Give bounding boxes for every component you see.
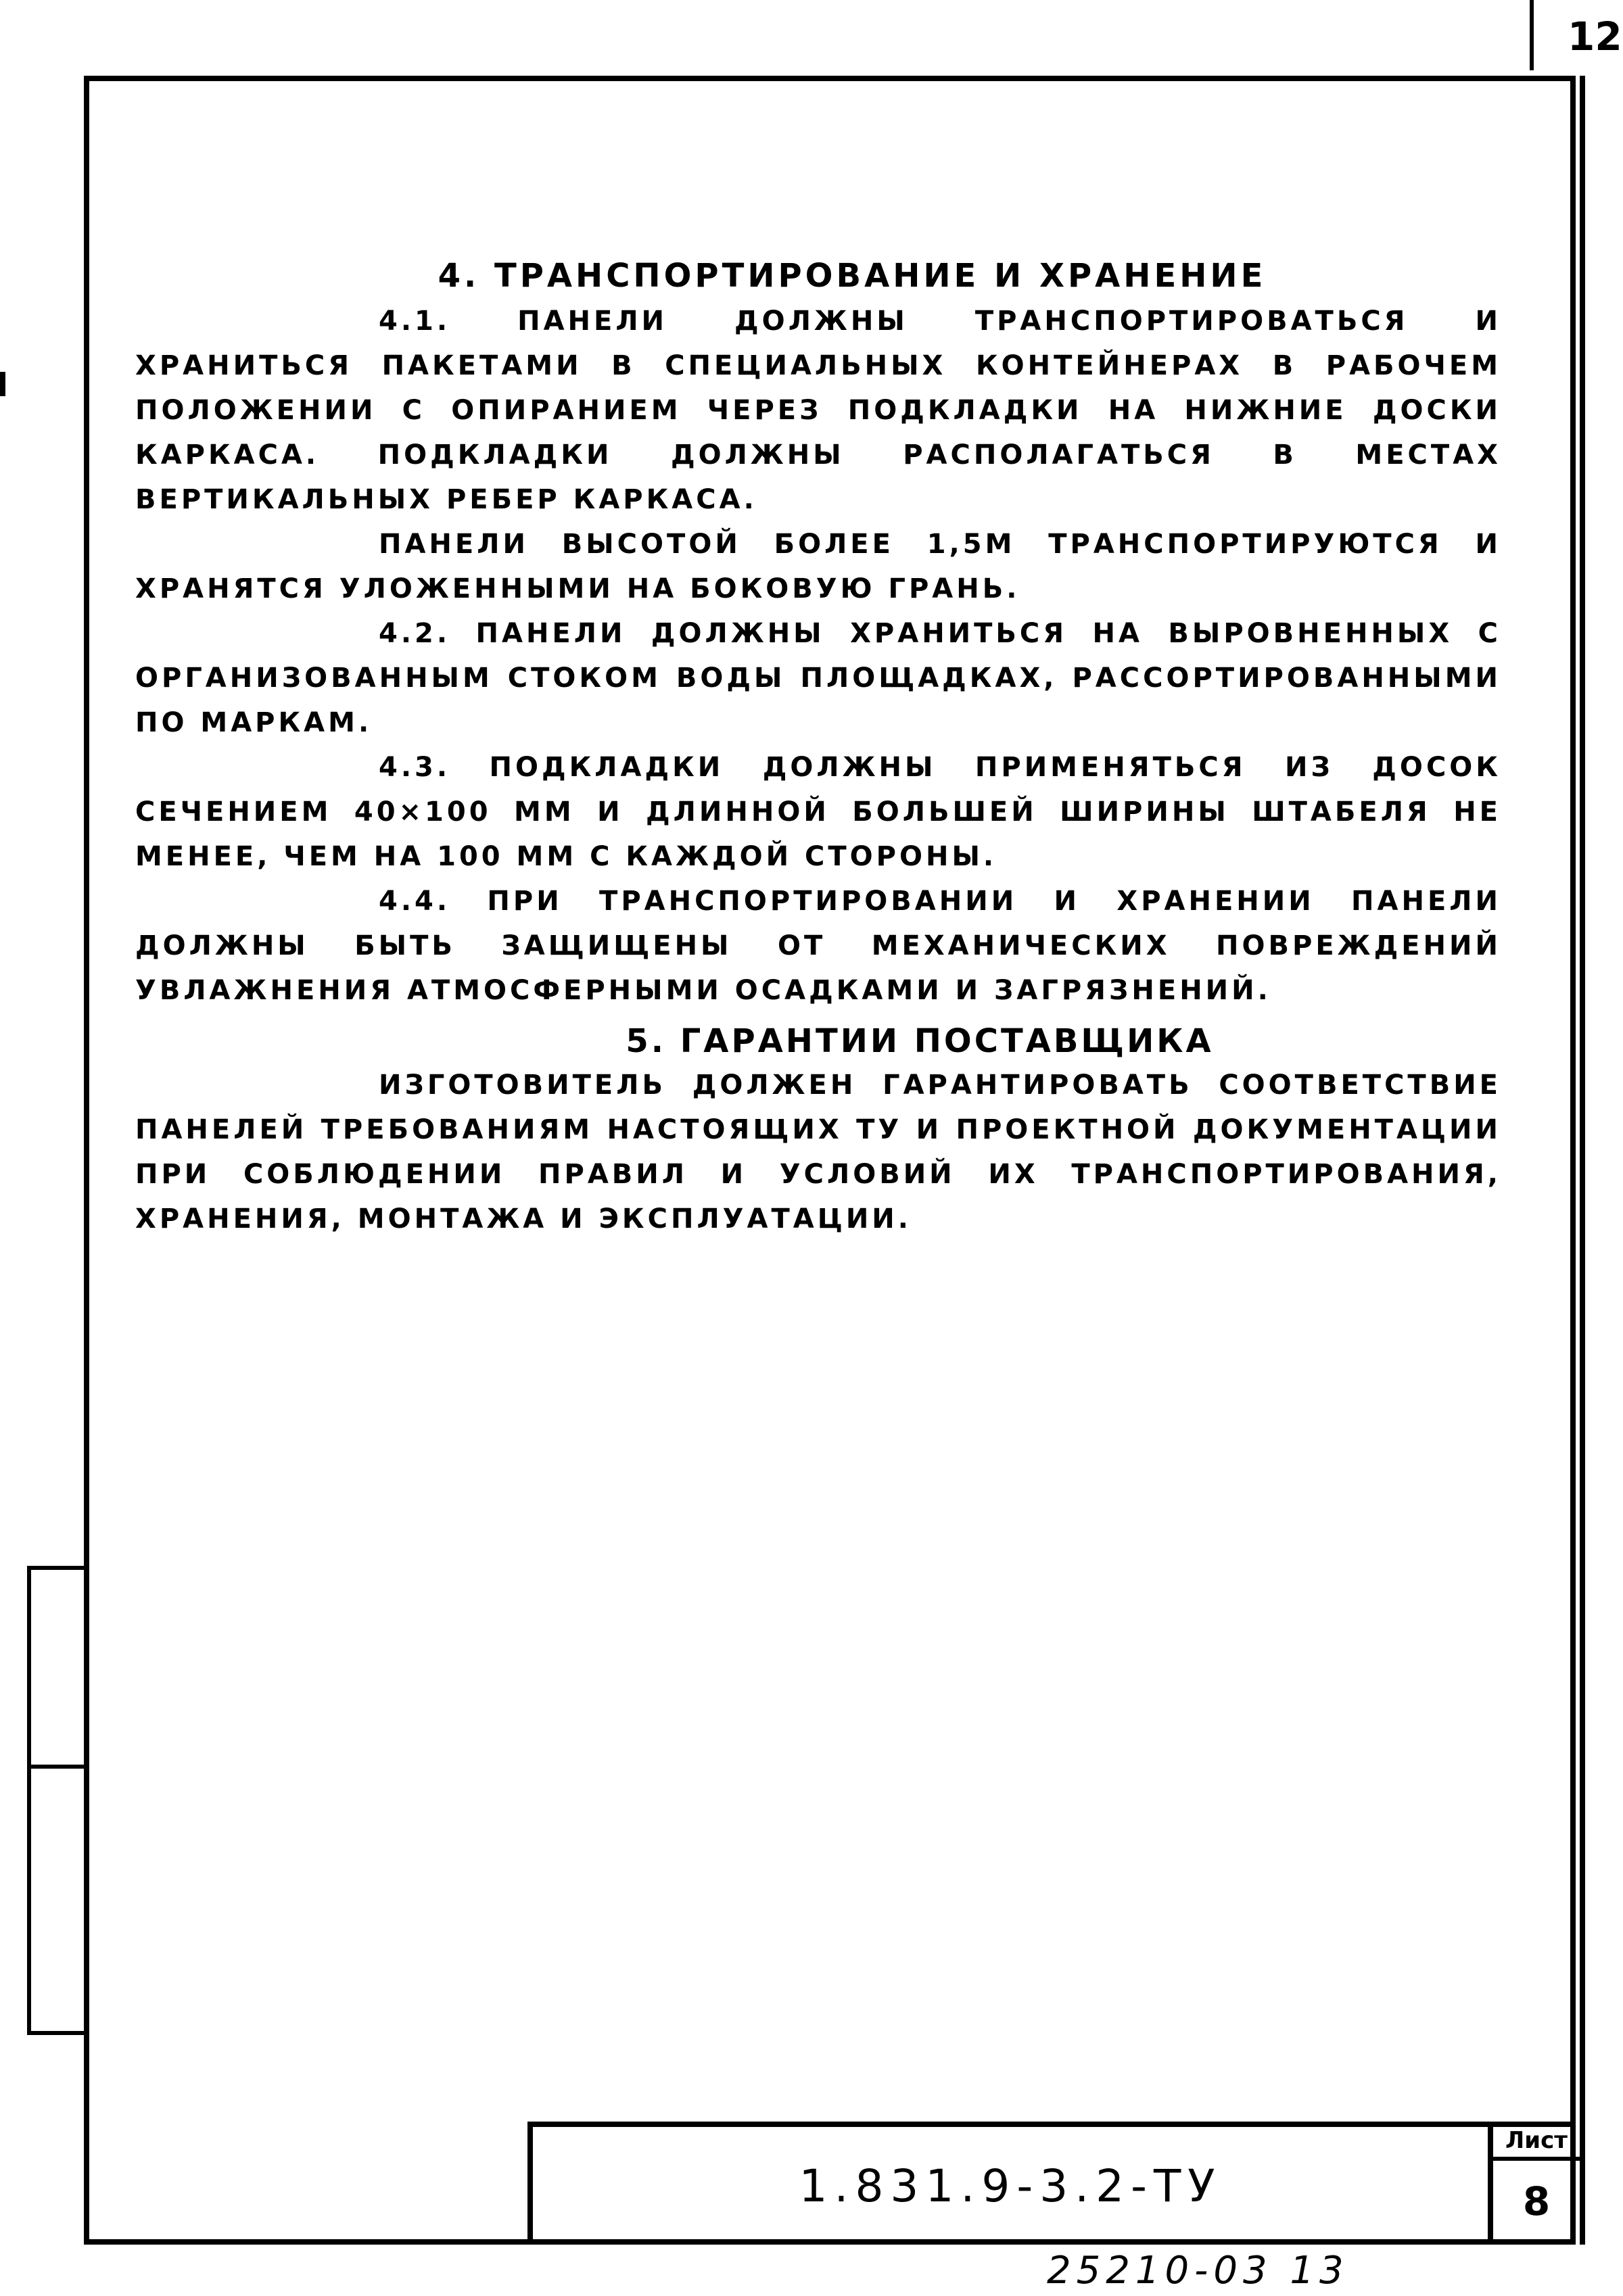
paragraph: 4.3. ПОДКЛАДКИ ДОЛЖНЫ ПРИМЕНЯТЬСЯ ИЗ ДОСОК СЕЧЕНИЕМ 40×100 ММ И ДЛИННОЙ БОЛЬШЕЙ ШИРИНЫ ШТАБЕЛЯ НЕ МЕНЕЕ, ЧЕМ НА 100 ММ С КАЖДОЙ СТОРОНЫ. [135,752,1501,872]
paragraph: ИЗГОТОВИТЕЛЬ ДОЛЖЕН ГАРАНТИРОВАТЬ СООТВЕТСТВИЕ ПАНЕЛЕЙ ТРЕБОВАНИЯМ НАСТОЯЩИХ ТУ И ПРОЕКТНОЙ ДОКУМЕНТАЦИИ ПРИ СОБЛЮДЕНИИ ПРАВИЛ И УСЛОВИЙ ИХ ТРАНСПОРТИРОВАНИЯ, ХРАНЕНИЯ, МОНТАЖА И ЭКСПЛУАТАЦИИ. [135,1070,1501,1235]
sheet-cell [1488,2124,1580,2245]
side-stamp-cell [31,1765,84,2035]
sheet-number: 8 [1522,2178,1551,2224]
document-code: 1.831.9-3.2-ТУ [799,2159,1222,2212]
paragraph: 4.4. ПРИ ТРАНСПОРТИРОВАНИИ И ХРАНЕНИИ ПАНЕЛИ ДОЛЖНЫ БЫТЬ ЗАЩИЩЕНЫ ОТ МЕХАНИЧЕСКИХ ПОВРЕЖДЕНИЙ УВЛАЖНЕНИЯ АТМОСФЕРНЫМИ ОСАДКАМИ И ЗАГРЯЗНЕНИЙ. [135,886,1501,1006]
paragraph: ПАНЕЛИ ВЫСОТОЙ БОЛЕЕ 1,5М ТРАНСПОРТИРУЮТСЯ И ХРАНЯТСЯ УЛОЖЕННЫМИ НА БОКОВУЮ ГРАНЬ. [135,529,1501,604]
sheet-number-top: 12 [1568,14,1622,59]
side-stamp-cell [31,1566,84,1765]
section-title: 5. ГАРАНТИИ ПОСТАВЩИКА [626,1022,1214,1060]
title-block [527,2122,1576,2245]
document-body [135,257,1501,1241]
paragraph: 4.2. ПАНЕЛИ ДОЛЖНЫ ХРАНИТЬСЯ НА ВЫРОВНЕННЫХ С ОРГАНИЗОВАННЫМ СТОКОМ ВОДЫ ПЛОЩАДКАХ, РАССОРТИРОВАННЫМИ ПО МАРКАМ. [135,618,1501,738]
archive-code: 25210-03 13 [1047,2249,1349,2293]
section-title: 4. ТРАНСПОРТИРОВАНИЕ И ХРАНЕНИЕ [438,257,1267,295]
frame-top-mark [1530,0,1534,70]
edge-mark [0,372,5,396]
sheet-label: Лист [1493,2124,1580,2161]
side-stamp-strip [27,1566,84,2035]
paragraph: 4.1. ПАНЕЛИ ДОЛЖНЫ ТРАНСПОРТИРОВАТЬСЯ И ХРАНИТЬСЯ ПАКЕТАМИ В СПЕЦИАЛЬНЫХ КОНТЕЙНЕРАХ В РАБОЧЕМ ПОЛОЖЕНИИ С ОПИРАНИЕМ ЧЕРЕЗ ПОДКЛАДКИ НА НИЖНИЕ ДОСКИ КАРКАСА. ПОДКЛАДКИ ДОЛЖНЫ РАСПОЛАГАТЬСЯ В МЕСТАХ ВЕРТИКАЛЬНЫХ РЕБЕР КАРКАСА. [135,306,1501,515]
page-frame-edge [1580,76,1585,2245]
